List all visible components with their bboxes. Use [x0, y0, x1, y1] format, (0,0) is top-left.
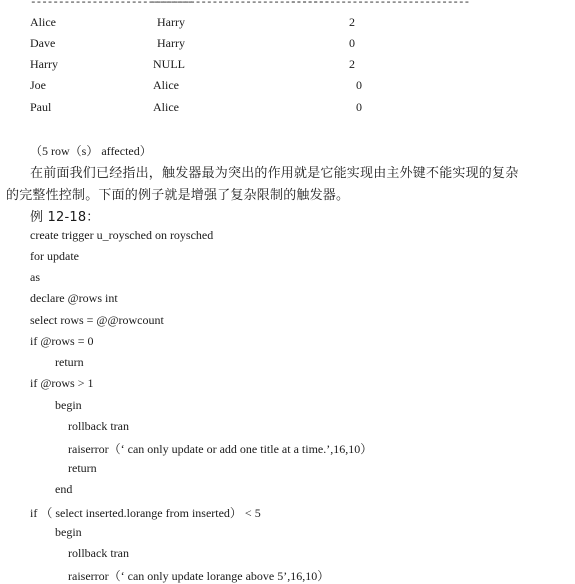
table-cell-name: Joe	[30, 78, 46, 92]
code-line: end	[55, 482, 73, 496]
code-line: begin	[55, 398, 82, 412]
code-line: begin	[55, 525, 82, 539]
code-line: raiserror（‘ can only update or add one title at a time.’,16,10）	[68, 442, 373, 456]
code-line: as	[30, 270, 40, 284]
code-line: if （ select inserted.lorange from inserted） < 5	[30, 506, 261, 520]
table-cell-manager: Alice	[153, 100, 179, 114]
rows-affected-message: （5 row（s） affected）	[30, 144, 152, 158]
table-cell-name: Alice	[30, 15, 56, 29]
paragraph-line: 在前面我们已经指出，触发器最为突出的作用就是它能实现由主外键不能实现的复杂	[30, 166, 519, 181]
table-separator: --------------------------------	[150, 0, 330, 9]
table-cell-manager: Harry	[157, 15, 185, 29]
table-cell-count: 0	[349, 36, 355, 50]
table-separator: -----------------------------	[30, 0, 193, 9]
table-cell-count: 2	[349, 57, 355, 71]
table-cell-manager: Alice	[153, 78, 179, 92]
table-cell-name: Harry	[30, 57, 58, 71]
table-separator: --------------------------------	[290, 0, 470, 9]
code-line: create trigger u_roysched on roysched	[30, 228, 214, 242]
code-line: return	[68, 461, 97, 475]
table-cell-manager: NULL	[153, 57, 185, 71]
code-line: raiserror（‘ can only update lorange above 5’,16,10）	[68, 569, 330, 583]
table-cell-name: Dave	[30, 36, 56, 50]
code-line: for update	[30, 249, 79, 263]
table-cell-name: Paul	[30, 100, 52, 114]
table-cell-count: 0	[356, 100, 362, 114]
table-cell-count: 2	[349, 15, 355, 29]
paragraph-line: 的完整性控制。下面的例子就是增强了复杂限制的触发器。	[6, 188, 350, 203]
code-line: select rows = @@rowcount	[30, 313, 164, 327]
table-cell-manager: Harry	[157, 36, 185, 50]
code-line: if @rows > 1	[30, 376, 94, 390]
code-line: declare @rows int	[30, 291, 118, 305]
code-line: if @rows = 0	[30, 334, 94, 348]
code-line: rollback tran	[68, 546, 129, 560]
code-line: rollback tran	[68, 419, 129, 433]
code-line: return	[55, 355, 84, 369]
example-label: 例 12-18：	[30, 210, 100, 225]
table-cell-count: 0	[356, 78, 362, 92]
